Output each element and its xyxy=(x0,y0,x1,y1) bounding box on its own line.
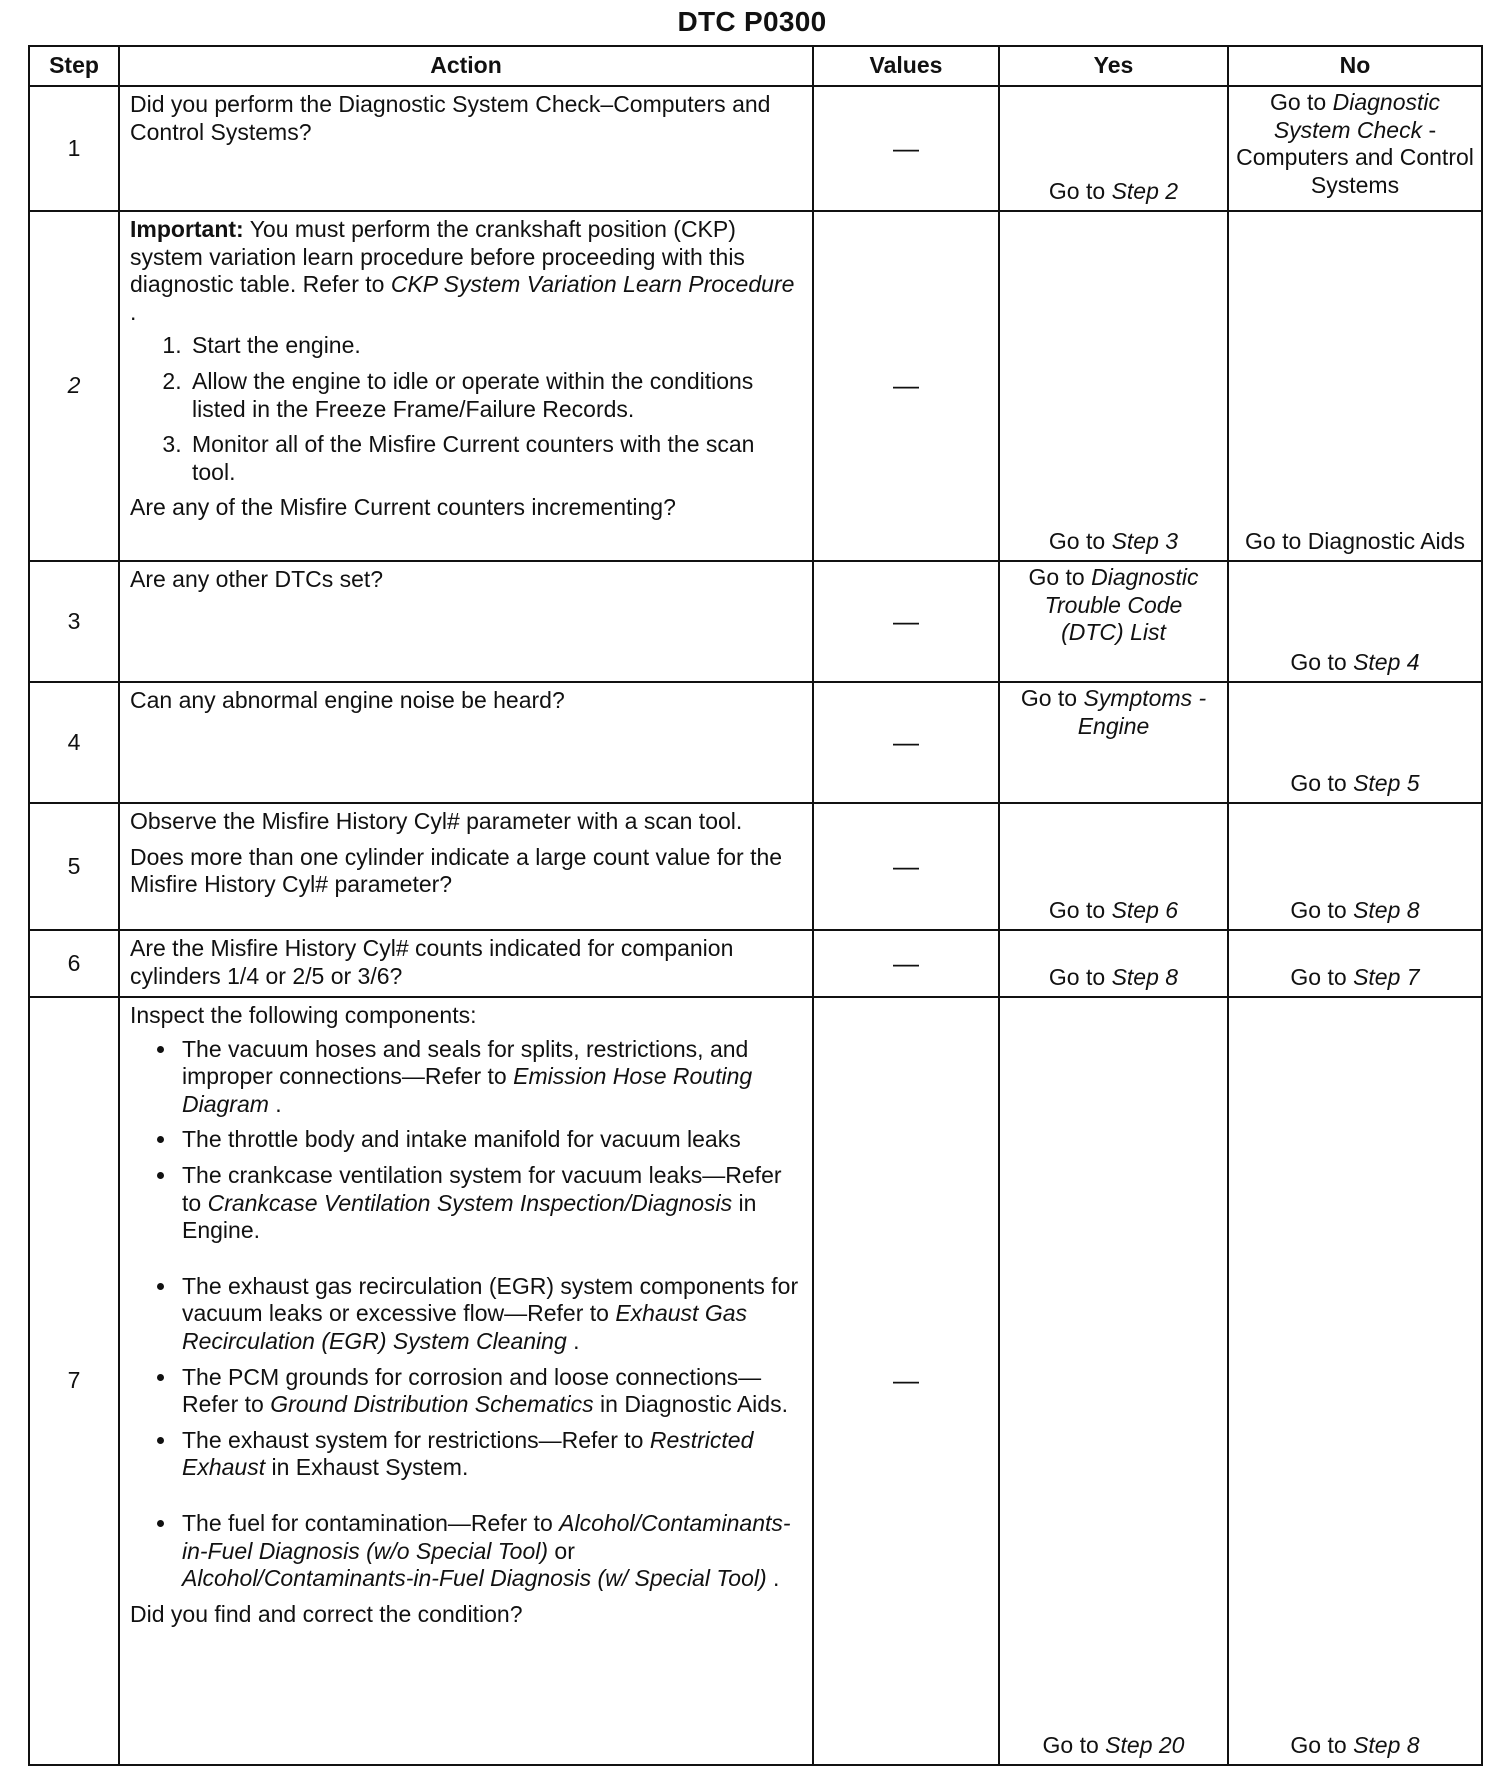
yes-prefix: Go to xyxy=(1020,685,1084,711)
action-question: Does more than one cylinder indicate a large count value for the Misfire History Cyl# parameter? xyxy=(130,843,783,898)
step-number: 4 xyxy=(29,682,119,803)
no-cell[interactable] xyxy=(1228,803,1482,930)
values-cell: — xyxy=(813,930,999,997)
action-cell xyxy=(119,997,813,1765)
action-question: Are any of the Misfire Current counters incrementing? xyxy=(130,494,676,521)
values-cell: — xyxy=(813,682,999,803)
values-cell: — xyxy=(813,803,999,930)
header-values: Values xyxy=(813,46,999,86)
yes-prefix: Go to xyxy=(1048,897,1112,924)
no-link[interactable]: Step 8 xyxy=(1353,897,1420,924)
values-cell: — xyxy=(813,561,999,682)
values-cell: — xyxy=(813,86,999,211)
list-item: • The fuel for contamination—Refer to Alcohol/Contaminants-in-Fuel Diagnosis (w/o Special Tool) or Alcohol/Contaminants-in-Fuel Diagnosis (w/ Special Tool) . xyxy=(178,1510,802,1593)
action-text: Can any abnormal engine noise be heard? xyxy=(130,687,565,713)
list-item: 3. Monitor all of the Misfire Current counters with the scan tool. xyxy=(188,431,802,486)
no-prefix: Go to xyxy=(1269,89,1333,115)
table-row xyxy=(29,561,1482,682)
no-prefix: Go to xyxy=(1290,770,1354,797)
step-number: 5 xyxy=(29,803,119,930)
table-row xyxy=(29,930,1482,997)
list-item: 2. Allow the engine to idle or operate within the conditions listed in the Freeze Frame/Failure Records. xyxy=(188,368,802,423)
inspection-list xyxy=(130,1036,802,1593)
no-cell[interactable] xyxy=(1228,86,1482,211)
action-cell xyxy=(119,86,813,211)
no-cell[interactable] xyxy=(1228,930,1482,997)
values-cell: — xyxy=(813,997,999,1765)
reference-link[interactable]: Emission Hose Routing Diagram xyxy=(182,1063,753,1117)
yes-cell[interactable] xyxy=(999,803,1228,930)
action-question: Did you find and correct the condition? xyxy=(130,1600,523,1627)
procedure-list xyxy=(130,332,802,486)
table-row xyxy=(29,86,1482,211)
yes-prefix: Go to xyxy=(1048,528,1112,555)
action-text: Observe the Misfire History Cyl# parameter with a scan tool. xyxy=(130,808,743,834)
list-item: • The crankcase ventilation system for vacuum leaks—Refer to Crankcase Ventilation System Inspection/Diagnosis in Engine. xyxy=(178,1162,802,1245)
step-number: 3 xyxy=(29,561,119,682)
no-prefix: Go to xyxy=(1290,1732,1354,1759)
yes-cell[interactable] xyxy=(999,930,1228,997)
page-title: DTC P0300 xyxy=(677,6,827,37)
action-cell xyxy=(119,803,813,930)
important-link[interactable]: CKP System Variation Learn Procedure xyxy=(390,271,795,298)
action-cell xyxy=(119,211,813,561)
no-cell[interactable] xyxy=(1228,682,1482,803)
list-item: 1. Start the engine. xyxy=(188,332,802,360)
reference-link[interactable]: Exhaust Gas Recirculation (EGR) System Cleaning xyxy=(182,1300,748,1354)
yes-cell[interactable] xyxy=(999,682,1228,803)
important-text: You must perform the crankshaft position (CKP) system variation learn procedure before proceeding with this diagnostic table. Refer to xyxy=(130,216,745,298)
yes-cell[interactable] xyxy=(999,211,1228,561)
yes-prefix: Go to xyxy=(1048,178,1112,205)
step-number: 6 xyxy=(29,930,119,997)
no-link[interactable]: Step 5 xyxy=(1353,770,1420,797)
no-link[interactable]: Diagnostic System Check xyxy=(1273,89,1441,143)
no-prefix: Go to xyxy=(1290,649,1354,676)
action-intro: Inspect the following components: xyxy=(130,1002,477,1028)
table-header-row xyxy=(29,46,1482,86)
action-text: Are the Misfire History Cyl# counts indicated for companion cylinders 1/4 or 2/5 or 3/6? xyxy=(130,935,734,989)
action-cell xyxy=(119,561,813,682)
header-yes: Yes xyxy=(999,46,1228,86)
list-item: • The throttle body and intake manifold for vacuum leaks xyxy=(178,1126,802,1154)
yes-link[interactable]: Step 6 xyxy=(1111,897,1179,924)
action-text: Did you perform the Diagnostic System Check–Computers and Control Systems? xyxy=(130,91,771,145)
header-step: Step xyxy=(29,46,119,86)
table-row xyxy=(29,211,1482,561)
reference-link[interactable]: Ground Distribution Schematics xyxy=(270,1391,594,1418)
no-prefix: Go to xyxy=(1290,964,1354,991)
yes-link[interactable]: Step 3 xyxy=(1111,528,1179,555)
no-link[interactable]: Step 8 xyxy=(1353,1732,1420,1759)
header-action: Action xyxy=(119,46,813,86)
yes-link[interactable]: Step 20 xyxy=(1105,1732,1185,1759)
no-link[interactable]: Step 7 xyxy=(1353,964,1420,991)
action-cell xyxy=(119,682,813,803)
yes-link[interactable]: Symptoms - Engine xyxy=(1077,685,1207,739)
yes-link[interactable]: Step 2 xyxy=(1111,178,1179,205)
step-number: 2 xyxy=(29,211,119,561)
header-no: No xyxy=(1228,46,1482,86)
important-end: . xyxy=(130,298,137,325)
reference-link[interactable]: Alcohol/Contaminants-in-Fuel Diagnosis (w/ Special Tool) xyxy=(182,1565,767,1592)
table-row xyxy=(29,803,1482,930)
list-item: • The exhaust system for restrictions—Refer to Restricted Exhaust in Exhaust System. xyxy=(178,1427,802,1482)
table-row xyxy=(29,997,1482,1765)
no-prefix: Go to xyxy=(1290,897,1354,924)
diagnostic-table xyxy=(28,45,1483,1766)
yes-prefix: Go to xyxy=(1028,564,1092,590)
step-number: 7 xyxy=(29,997,119,1765)
step-number: 1 xyxy=(29,86,119,211)
important-label: Important: xyxy=(130,216,244,242)
yes-cell[interactable] xyxy=(999,86,1228,211)
reference-link[interactable]: Crankcase Ventilation System Inspection/Diagnosis xyxy=(207,1189,733,1216)
yes-prefix: Go to xyxy=(1048,964,1112,991)
yes-cell[interactable] xyxy=(999,561,1228,682)
reference-link[interactable]: Restricted Exhaust xyxy=(182,1426,754,1481)
list-item: • The PCM grounds for corrosion and loose connections—Refer to Ground Distribution Schematics in Diagnostic Aids. xyxy=(178,1364,802,1419)
no-cell[interactable] xyxy=(1228,561,1482,682)
table-row xyxy=(29,682,1482,803)
no-link[interactable]: Step 4 xyxy=(1353,649,1420,676)
no-cell[interactable]: Go to Diagnostic Aids xyxy=(1228,211,1482,561)
yes-link[interactable]: Diagnostic Trouble Code (DTC) List xyxy=(1044,564,1199,646)
no-cell[interactable] xyxy=(1228,997,1482,1765)
yes-prefix: Go to xyxy=(1042,1732,1106,1759)
no-suffix: - Computers and Control Systems xyxy=(1236,116,1474,198)
reference-link[interactable]: Alcohol/Contaminants-in-Fuel Diagnosis (w/o Special Tool) xyxy=(182,1509,791,1564)
yes-link[interactable]: Step 8 xyxy=(1111,964,1179,991)
list-item: • The exhaust gas recirculation (EGR) system components for vacuum leaks or excessive flow—Refer to Exhaust Gas Recirculation (EGR) System Cleaning . xyxy=(178,1273,802,1356)
yes-cell[interactable] xyxy=(999,997,1228,1765)
action-cell xyxy=(119,930,813,997)
action-text: Are any other DTCs set? xyxy=(130,566,384,592)
list-item: • The vacuum hoses and seals for splits, restrictions, and improper connections—Refer to Emission Hose Routing Diagram . xyxy=(178,1036,802,1119)
important-note xyxy=(130,216,802,326)
values-cell: — xyxy=(813,211,999,561)
